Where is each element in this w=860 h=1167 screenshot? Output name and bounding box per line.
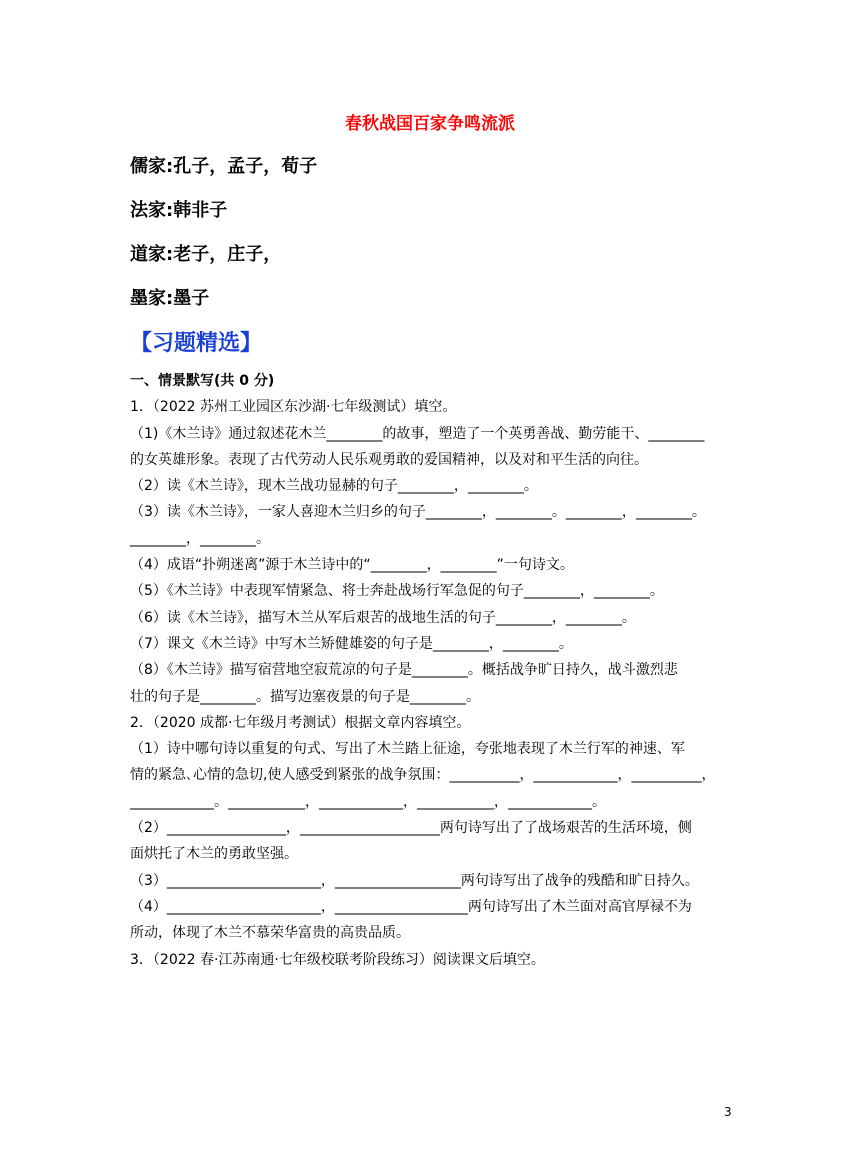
question-line: 情的紧急､心情的急切,使人感受到紧张的战争氛围：__________，____________，__________， [130, 767, 716, 784]
question-line: ____________。___________，____________，___________，____________。 [130, 793, 606, 810]
school-daoism: 道家:老子，庄子， [130, 244, 282, 265]
section-label: 【习题精选】 [130, 331, 263, 356]
page-title: 春秋战国百家争鸣流派 [345, 114, 515, 134]
exercise-content [130, 368, 732, 973]
question-line: 2．（2020 成都·七年级月考测试）根据文章内容填空。 [130, 714, 471, 731]
question-line: （1）诗中哪句诗以重复的句式、写出了木兰踏上征途，夸张地表现了木兰行军的神速、军 [130, 741, 685, 758]
question-line: 的女英雄形象。表现了古代劳动人民乐观勇敢的爱国精神，以及对和平生活的向往。 [130, 451, 648, 468]
question-line: （2）_________________，____________________两句诗写出了了战场艰苦的生活环境，侧 [130, 820, 692, 837]
question-line: 壮的句子是________。描写边塞夜景的句子是________。 [130, 688, 480, 705]
question-line: （1)《木兰诗》通过叙述花木兰________的故事，塑造了一个英勇善战、勤劳能干、________ [130, 425, 705, 442]
page-number: 3 [724, 1105, 732, 1119]
school-confucianism: 儒家:孔子，孟子，荀子 [130, 156, 318, 177]
school-mohism: 墨家:墨子 [130, 288, 210, 309]
question-line: 所动，体现了木兰不慕荣华富贵的高贵品质。 [130, 925, 410, 942]
question-line: （5）《木兰诗》中表现军情紧急、将士奔赴战场行军急促的句子________，________。 [130, 583, 664, 600]
question-line: ________，________。 [130, 530, 270, 547]
question-line: （4）成语“扑朔迷离”源于木兰诗中的“________，________”一句诗文。 [130, 557, 574, 574]
school-legalism: 法家:韩非子 [130, 200, 228, 221]
question-line: （3）______________________，__________________两句诗写出了战争的残酷和旷日持久。 [130, 872, 699, 889]
question-line: （2）读《木兰诗》，现木兰战功显赫的句子________，________。 [130, 478, 538, 495]
question-line: （8）《木兰诗》描写宿营地空寂荒凉的句子是________。概括战争旷日持久，战斗激烈悲 [130, 662, 678, 679]
question-line: （3）读《木兰诗》，一家人喜迎木兰归乡的句子________，________。________，________。 [130, 504, 706, 521]
question-line: 面烘托了木兰的勇敢坚强。 [130, 846, 298, 863]
question-line: （4）______________________，___________________两句诗写出了木兰面对高官厚禄不为 [130, 898, 692, 915]
question-line: （6）读《木兰诗》，描写木兰从军后艰苦的战地生活的句子________，________。 [130, 609, 636, 626]
part-heading: 一、情景默写(共 0 分) [130, 373, 275, 389]
question-line: 1．（2022 苏州工业园区东沙湖·七年级测试）填空。 [130, 399, 457, 416]
question-line: （7）课文《木兰诗》中写木兰矫健雄姿的句子是________，________。 [130, 635, 573, 652]
question-line: 3．（2022 春·江苏南通·七年级校联考阶段练习）阅读课文后填空。 [130, 951, 545, 968]
